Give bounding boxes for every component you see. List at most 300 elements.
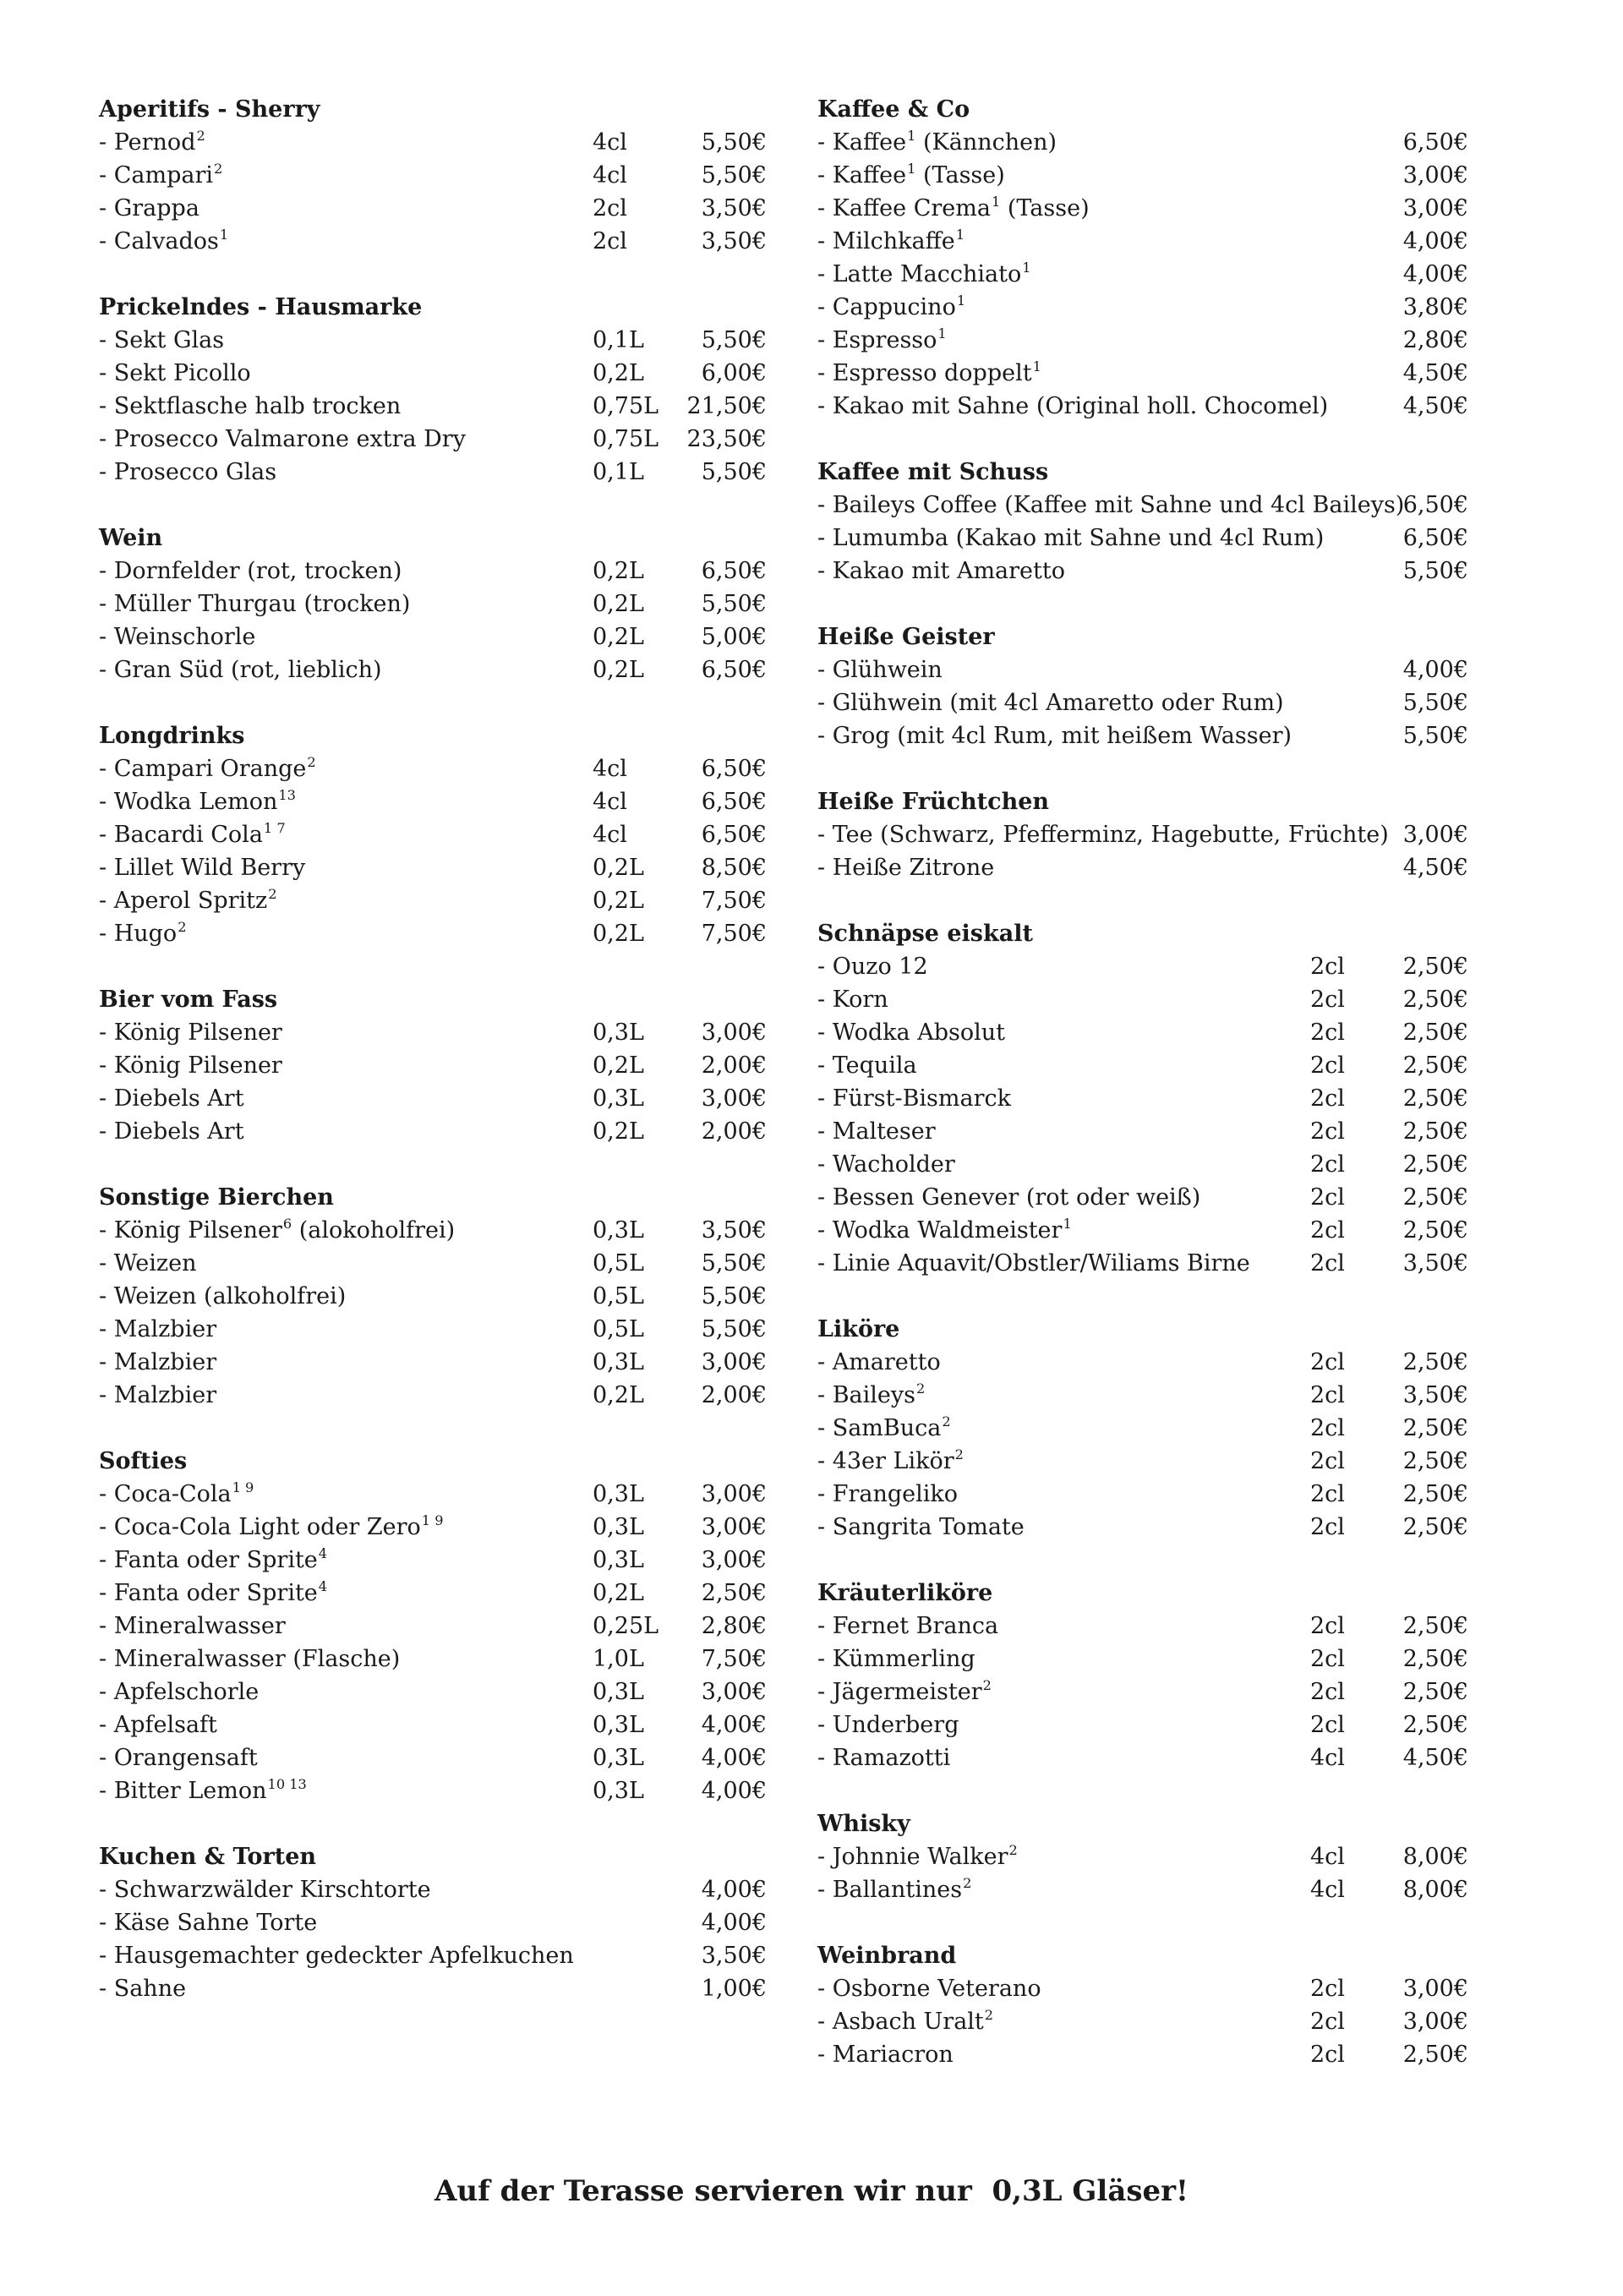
item-price: 2,50€ [1402,1712,1468,1738]
menu-item [817,1148,1477,1181]
item-name [817,159,1005,192]
menu-item [817,225,1477,258]
footnote-marker: 2 [954,1446,964,1463]
footnote-marker: 1 [1022,260,1031,276]
menu-item [99,159,767,192]
item-size: 0,2L [593,921,644,947]
menu-column-right [817,93,1477,2104]
item-size: 0,1L [593,327,644,353]
footnote-marker: 1 9 [232,1479,254,1496]
item-label: - Amaretto [817,1349,941,1375]
item-price: 2,50€ [1402,1613,1468,1639]
item-name [99,785,296,818]
item-size: 0,2L [593,360,644,386]
item-size: 0,2L [593,1382,644,1408]
item-price: 3,00€ [701,1547,767,1573]
item-price: 3,50€ [701,228,767,254]
section-heading: Bier vom Fass [99,987,278,1013]
item-size: 0,2L [593,591,644,617]
item-size: 0,3L [593,1745,644,1771]
item-label: - Malteser [817,1118,936,1145]
menu-item [99,1115,767,1148]
menu-item [99,555,767,588]
item-label: - Ramazotti [817,1745,951,1771]
item-name [817,818,1389,851]
item-label: - Orangensaft [99,1745,258,1771]
item-price: 2,50€ [1402,1184,1468,1211]
item-label: - Ballantines [817,1877,963,1903]
item-price: 2,50€ [1402,987,1468,1013]
menu-section-prickelndes-hausmarke [99,291,767,489]
item-price: 7,50€ [701,888,767,914]
item-name [817,1049,917,1082]
item-name [99,752,316,785]
item-size: 0,75L [593,393,659,419]
item-name [99,1280,346,1313]
item-price: 2,50€ [1402,1481,1468,1507]
item-price: 8,00€ [1402,1877,1468,1903]
item-size: 4cl [1310,1844,1345,1870]
section-heading: Wein [99,525,163,551]
item-price: 5,50€ [701,162,767,189]
item-name [817,1016,1005,1049]
menu-item [817,357,1477,390]
footnote-marker: 2 [268,886,277,903]
item-label: - Cappucino [817,294,956,320]
menu-item [817,489,1477,522]
item-size: 0,3L [593,1481,644,1507]
item-name [817,192,1090,225]
item-price: 7,50€ [701,921,767,947]
item-label: - Malzbier [99,1349,217,1375]
item-price: 1,00€ [701,1976,767,2002]
item-label: - Tequila [817,1052,917,1079]
item-name [817,1214,1072,1247]
item-price: 2,50€ [1402,1679,1468,1705]
item-price: 5,50€ [1402,558,1468,584]
footnote-marker: 2 [916,1380,926,1397]
item-label: - Asbach Uralt [817,2009,984,2035]
menu-item [99,390,767,423]
menu-item [99,818,767,851]
item-name [817,357,1041,390]
menu-item [817,1346,1477,1379]
item-label: - 43er Likör [817,1448,954,1474]
menu-item [817,1247,1477,1280]
menu-item [817,1610,1477,1643]
menu-section-longdrinks [99,719,767,950]
item-price: 4,00€ [701,1745,767,1771]
item-name [99,1610,286,1643]
item-name [99,1873,431,1906]
item-label: - Prosecco Valmarone extra Dry [99,426,466,452]
item-name [817,1445,964,1478]
item-name [99,818,286,851]
item-price: 5,50€ [1402,723,1468,749]
item-label: - Wodka Lemon [99,789,278,815]
item-price: 3,00€ [1402,822,1468,848]
item-label: - König Pilsener [99,1217,282,1244]
item-name [817,1412,951,1445]
item-size: 2cl [1310,1613,1345,1639]
menu-item [99,423,767,456]
item-price: 4,50€ [1402,393,1468,419]
item-price: 6,50€ [1402,492,1468,518]
item-price: 2,50€ [701,1580,767,1606]
menu-item [99,456,767,489]
footnote-marker: 1 [956,292,966,309]
footnote-marker: 1 [1032,358,1041,375]
menu-section-weinbrand [817,1939,1477,2071]
item-price: 3,00€ [1402,162,1468,189]
item-size: 0,3L [593,1778,644,1804]
menu-item [817,1676,1477,1708]
item-size: 2cl [1310,1382,1345,1408]
menu-item [817,1511,1477,1544]
menu-item [99,1643,767,1676]
item-price: 2,50€ [1402,1415,1468,1441]
item-size: 0,2L [593,1052,644,1079]
item-price: 4,00€ [1402,657,1468,683]
item-name [99,357,251,390]
item-size: 0,3L [593,1514,644,1540]
item-price: 3,50€ [701,1217,767,1244]
item-name [99,324,224,357]
item-label: - Weinschorle [99,624,256,650]
item-name [817,489,1404,522]
item-name [817,719,1292,752]
item-size: 4cl [593,822,627,848]
item-price: 4,50€ [1402,855,1468,881]
item-label: - Schwarzwälder Kirschtorte [99,1877,431,1903]
item-name [817,1873,971,1906]
menu-item [817,1708,1477,1741]
item-size: 2cl [1310,1646,1345,1672]
item-price: 6,00€ [701,360,767,386]
item-label: - Milchkaffe [817,228,955,254]
menu-item [817,719,1477,752]
item-label: - Glühwein [817,657,943,683]
item-price: 6,50€ [1402,129,1468,156]
menu-item [99,884,767,917]
menu-item [817,1840,1477,1873]
item-price: 7,50€ [701,1646,767,1672]
item-name [99,456,276,489]
item-label: - Kaffee Crema [817,195,991,221]
item-name [817,225,965,258]
item-price: 2,50€ [1402,1085,1468,1112]
item-price: 3,00€ [701,1085,767,1112]
item-label: - Weizen [99,1250,197,1276]
item-size: 2cl [1310,1052,1345,1079]
item-name [99,1214,455,1247]
item-name [817,1741,950,1774]
item-name [817,1148,955,1181]
item-size: 0,5L [593,1250,644,1276]
item-label: - Hausgemachter gedeckter Apfelkuchen [99,1943,574,1969]
item-label: - Hugo [99,921,178,947]
item-label: - Mariacron [817,2042,954,2068]
menu-item [99,851,767,884]
item-name [817,686,1284,719]
section-heading: Sonstige Bierchen [99,1184,334,1211]
item-price: 6,50€ [701,822,767,848]
item-size: 2cl [1310,1481,1345,1507]
menu-item [817,522,1477,555]
item-name [99,1478,254,1511]
item-label: - König Pilsener [99,1020,282,1046]
footnote-marker: 4 [318,1578,328,1595]
item-name [99,1544,327,1577]
item-name [99,917,187,950]
item-price: 5,50€ [701,459,767,485]
menu-item [817,2005,1477,2038]
item-label: - Calvados [99,228,219,254]
item-name [99,588,410,620]
section-heading: Kuchen & Torten [99,1844,317,1870]
menu-item [817,126,1477,159]
menu-item [99,1774,767,1807]
item-label: - Apfelsaft [99,1712,217,1738]
item-price: 3,80€ [1402,294,1468,320]
menu-item [99,1313,767,1346]
item-price: 6,50€ [1402,525,1468,551]
item-name [99,1906,317,1939]
item-label: - Fanta oder Sprite [99,1580,318,1606]
item-name [99,851,305,884]
item-price: 2,80€ [701,1613,767,1639]
item-note: (alokoholfrei) [292,1217,456,1244]
item-price: 5,50€ [701,327,767,353]
item-label: - Fernet Branca [817,1613,999,1639]
menu-item [99,1741,767,1774]
item-label: - Korn [817,987,888,1013]
item-size: 2cl [1310,2009,1345,2035]
footnote-marker: 10 13 [267,1776,307,1793]
menu-item [817,950,1477,983]
item-name [99,1379,216,1412]
item-name [817,1379,925,1412]
item-price: 3,50€ [1402,1250,1468,1276]
item-price: 3,50€ [1402,1382,1468,1408]
item-label: - Coca-Cola [99,1481,232,1507]
item-name [99,126,205,159]
section-heading: Schnäpse eiskalt [817,921,1033,947]
item-price: 21,50€ [686,393,767,419]
item-label: - Kümmerling [817,1646,975,1672]
menu-item [99,653,767,686]
item-name [99,620,255,653]
footnote-marker: 2 [1008,1842,1018,1859]
item-name [817,1643,975,1676]
item-name [817,1082,1011,1115]
section-heading: Kaffee mit Schuss [817,459,1049,485]
item-price: 2,50€ [1402,1151,1468,1178]
section-heading: Kräuterliköre [817,1580,993,1606]
item-price: 5,00€ [701,624,767,650]
terrace-note: Auf der Terasse servieren wir nur 0,3L Gläser! [434,2174,1189,2208]
item-name [99,1115,244,1148]
menu-item [817,1873,1477,1906]
item-name [99,159,222,192]
item-price: 2,50€ [1402,1020,1468,1046]
item-name [99,1313,216,1346]
item-name [817,950,928,983]
item-price: 4,50€ [1402,360,1468,386]
item-name [817,2005,993,2038]
item-name [99,1643,400,1676]
item-price: 2,50€ [1402,1646,1468,1672]
item-name [817,258,1031,291]
item-price: 3,00€ [701,1679,767,1705]
item-label: - Müller Thurgau (trocken) [99,591,411,617]
footnote-marker: 1 [937,325,947,342]
item-size: 0,75L [593,426,659,452]
menu-item [99,1082,767,1115]
item-label: - Wodka Waldmeister [817,1217,1063,1244]
menu-item [99,1049,767,1082]
menu-section-whisky [817,1807,1477,1906]
menu-item [817,1412,1477,1445]
item-size: 2cl [1310,1415,1345,1441]
menu-section-kuchen-torten [99,1840,767,2005]
footnote-marker: 13 [278,787,296,804]
item-price: 2,00€ [701,1382,767,1408]
item-size: 2cl [1310,1020,1345,1046]
item-size: 2cl [1310,1250,1345,1276]
item-price: 2,80€ [1402,327,1468,353]
item-price: 6,50€ [701,657,767,683]
item-size: 0,3L [593,1085,644,1112]
menu-item [817,192,1477,225]
item-name [99,225,228,258]
item-price: 2,00€ [701,1052,767,1079]
menu-section-wein [99,522,767,686]
item-name [817,1972,1041,2005]
menu-item [817,1115,1477,1148]
item-price: 3,00€ [1402,1976,1468,2002]
item-label: - Gran Süd (rot, lieblich) [99,657,382,683]
item-price: 3,50€ [701,1943,767,1969]
footnote-marker: 1 [1063,1216,1072,1233]
menu-item [99,1676,767,1708]
item-name [817,555,1065,588]
item-label: - Wodka Absolut [817,1020,1005,1046]
item-label: - Campari [99,162,213,189]
section-heading: Heiße Geister [817,624,995,650]
menu-item [817,1445,1477,1478]
item-size: 0,2L [593,657,644,683]
item-size: 0,3L [593,1712,644,1738]
item-name [817,1840,1018,1873]
menu-item [99,1972,767,2005]
item-name [817,1115,936,1148]
item-size: 2cl [1310,1514,1345,1540]
footnote-marker: 2 [942,1413,951,1430]
menu-item [99,1939,767,1972]
item-label: - Coca-Cola Light oder Zero [99,1514,421,1540]
item-name [99,1939,574,1972]
item-label: - Sekt Glas [99,327,225,353]
section-heading: Liköre [817,1316,900,1342]
item-name [99,1972,186,2005]
item-price: 8,50€ [701,855,767,881]
footnote-marker: 2 [984,2007,994,2024]
item-label: - Underberg [817,1712,959,1738]
item-price: 5,50€ [701,1283,767,1309]
item-label: - Bessen Genever (rot oder weiß) [817,1184,1201,1211]
menu-item [817,1181,1477,1214]
item-name [817,324,947,357]
menu-item [817,258,1477,291]
item-size: 2cl [1310,1184,1345,1211]
menu-item [99,1247,767,1280]
menu-item [99,917,767,950]
item-price: 6,50€ [701,756,767,782]
section-heading: Aperitifs - Sherry [99,96,320,123]
section-heading: Whisky [817,1811,910,1837]
menu-section-kaffee-co [817,93,1477,423]
item-name [99,555,402,588]
item-price: 2,50€ [1402,1349,1468,1375]
item-name [99,653,382,686]
footnote-marker: 2 [196,128,205,145]
item-size: 2cl [1310,1448,1345,1474]
item-price: 4,00€ [701,1910,767,1936]
item-label: - Kakao mit Amaretto [817,558,1065,584]
item-size: 4cl [593,162,627,189]
item-label: - Sektflasche halb trocken [99,393,402,419]
footnote-marker: 1 [955,227,965,243]
item-label: - Campari Orange [99,756,307,782]
menu-section-aperitifs-sherry [99,93,767,258]
menu-item [817,686,1477,719]
footnote-marker: 1 [219,227,229,243]
item-name [99,1049,282,1082]
item-name [817,390,1328,423]
item-size: 2cl [1310,1349,1345,1375]
item-price: 5,50€ [701,591,767,617]
item-size: 2cl [1310,1976,1345,2002]
item-price: 23,50€ [686,426,767,452]
footnote-marker: 6 [282,1216,292,1233]
item-size: 0,3L [593,1217,644,1244]
item-label: - Grappa [99,195,199,221]
item-label: - Diebels Art [99,1118,244,1145]
item-label: - Diebels Art [99,1085,244,1112]
menu-item [99,225,767,258]
item-name [817,126,1057,159]
item-name [817,1511,1025,1544]
item-price: 2,50€ [1402,1052,1468,1079]
item-price: 6,50€ [701,789,767,815]
item-label: - Pernod [99,129,196,156]
item-size: 0,3L [593,1020,644,1046]
item-label: - Aperol Spritz [99,888,268,914]
menu-item [99,1379,767,1412]
menu-item [99,588,767,620]
item-size: 0,3L [593,1547,644,1573]
item-size: 4cl [1310,1745,1345,1771]
item-name [817,653,943,686]
item-price: 3,00€ [1402,2009,1468,2035]
footnote-marker: 1 [991,194,1001,210]
menu-item [99,357,767,390]
item-name [99,1741,258,1774]
footnote-marker: 2 [963,1875,972,1892]
item-name [817,1708,959,1741]
item-size: 0,2L [593,1580,644,1606]
